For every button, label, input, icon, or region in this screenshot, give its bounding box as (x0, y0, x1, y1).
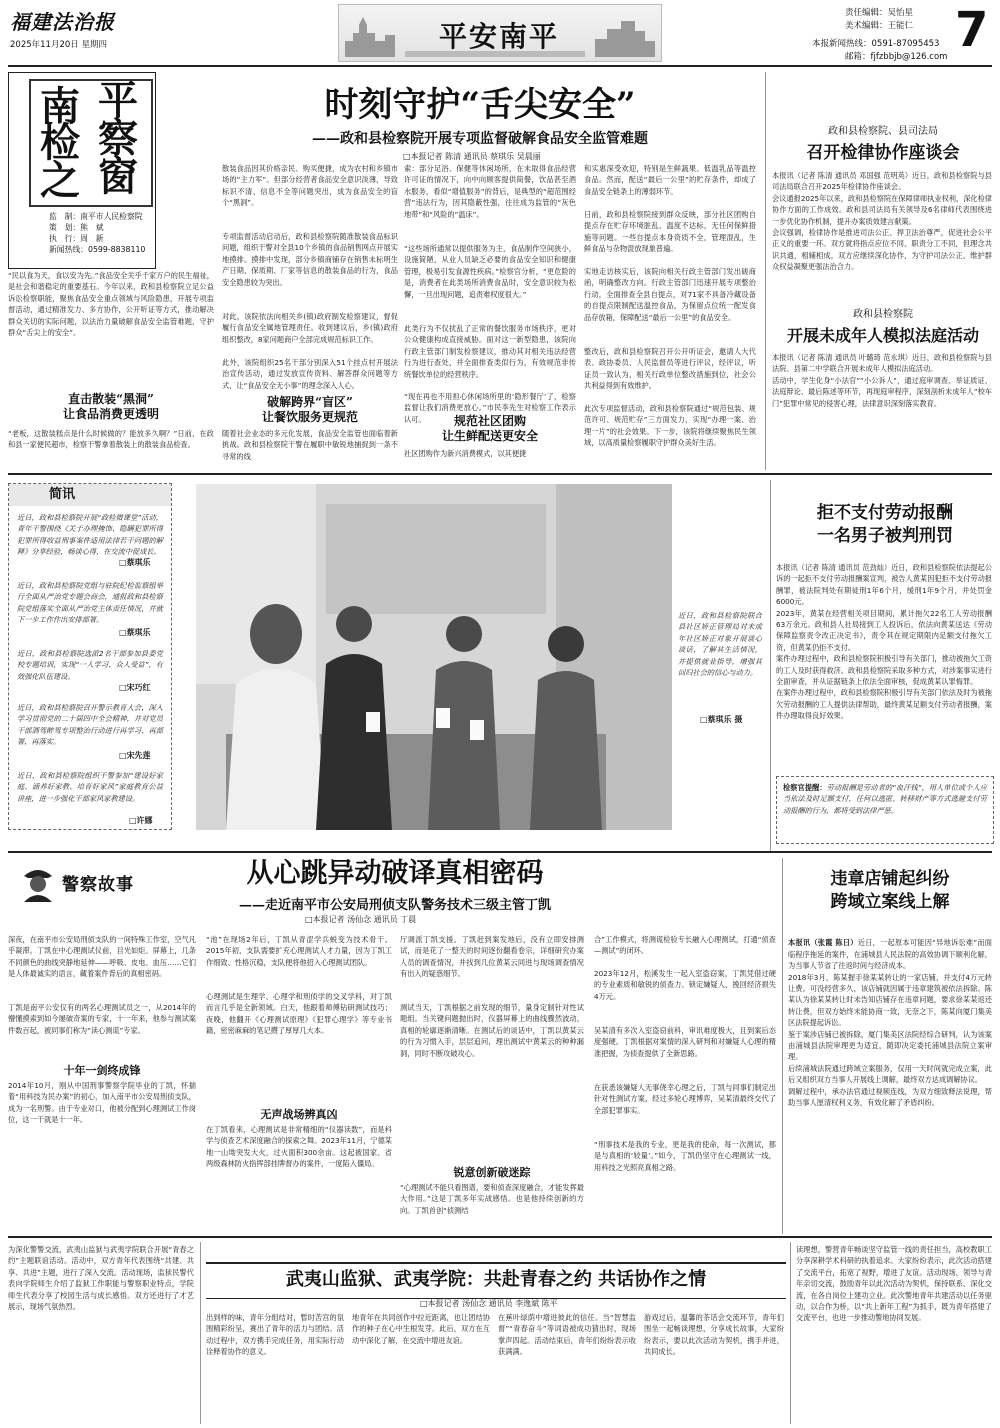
bottom-right-text: 读理想，警营青年畅谈坚守监管一线的责任担当，高校教职工分享深耕学术科研的执着追求。大家纷纷表示，此次活动搭建了交流平台，拓宽了视野，增进了友谊。活动现场，领导与青年亲切交流，鼓励青年以此次活动为契机，保持联系、深化交流，在各自岗位上建功立业。此次警地青年共建活动以任务驱动，以合作为桥，以“共上新年工程”为抓手，既为青年搭建了交流平台，也进一步推动警地协同发展。 (796, 1245, 992, 1323)
right2-org: 政和县检察院 (853, 309, 913, 320)
police-col2-p2: 心理测试是生理学、心理学和刑侦学的交叉学科，对丁凯而言几乎是全新领域。白天，他跟着师傅钻研测试技巧；夜晚，他翻开《心理测试原理》《犯罪心理学》等专业书籍，密密麻麻的笔记攒了厚厚几大本。 (206, 992, 392, 1036)
police-col4-p4: 在获悉该嫌疑人无事侥幸心理之后，丁凯与同事们制定出针对性测试方案，经过多轮心理博弈，吴某清最终交代了全部犯罪事实。 (594, 1083, 776, 1115)
divider-bottom-left (200, 1242, 201, 1424)
police-col4-p3: 吴某清有多次入室盗窃前科，审讯难度极大，且到案后态度强硬。丁凯根据对案情的深入研判和对嫌疑人心理的精准把握，为侦查提供了全新思路。 (594, 1026, 776, 1058)
logo-char-4: 察 (98, 115, 138, 162)
brief-item-5: 近日，政和县检察院组织干警参加“建设好家庭、涵养好家教、培育好家风”家庭教育公益讲座，进一步强化干部家风家教建设。 (17, 771, 163, 803)
page-number: 7 (955, 2, 989, 58)
credit-zhixing: 执 行：周 新 (49, 234, 104, 243)
police-col1-p1: 深夜，在南平市公安局刑侦支队的一间特殊工作室，空气凡乎凝滞。丁凯在中心理测试仪前，目光如炬。屏幕上，几条不同颜色的曲线突静地延伸——呼吸、皮电、血压……它们是人体最诚实的语言，藏着案件背后的真相密码。 (8, 935, 196, 979)
credit-cehua: 策 划：熊 斌 (49, 223, 104, 232)
right3-headline: 拒不支付劳动报酬 一名男子被判刑罚 (817, 503, 953, 546)
main-headline: 时刻守护“舌尖安全” (324, 85, 636, 125)
brief-author-5: □许娜 (129, 816, 153, 825)
right3-body: 本报讯（记者 陈清 通讯员 范劲灿）近日，政和县检察院依法提起公诉的一起拒不支付劳动报酬案宣判，被告人黄某因犯拒不支付劳动报酬罪，被法院判处有期徒刑1年6个月，缓刑1年9个月，并处罚金6000元。 2023年，黄某在经营相关项目期间，累计拖欠22名工人劳动报酬63万余元。政和县人社局接到工人投诉后，依法向黄某送达《劳动保障监察责令改正决定书》，责令其在规定期限内足额支付拖欠工资，但黄某仍拒不支付。 案件办理过程中，政和县检察院积极引导有关部门，推动被拖欠工资的工人及时获得救济。政和县检察院采取多种方式，对涉案事实进行全面审查，并从证据链条上依法全面审核，促成黄某认罪悔罪。 在案件办理过程中，政和县检察院积极引导有关部门依法及时为被拖欠劳动报酬的工人提供法律帮助，最终黄某足额支付劳动者报酬，案件办理取得良好效果。 (776, 563, 992, 721)
brief-item-2: 近日，政和县检察院党组与驻院纪检监察组举行全面从严治党专题会商会，通报政和县检察院党组落实全面从严治党主体责任情况，并就下一步工作作出安排部署。 (17, 581, 163, 625)
column-logo-inner (29, 79, 153, 207)
right1-headline: 召开检律协作座谈会 (806, 143, 960, 163)
photo-author: □蔡琪乐 摄 (700, 715, 743, 724)
right4-byline: 本报讯（张霞 陈日） (788, 938, 858, 948)
main-col1-after: “老板，这散装糕点是什么时候做的？能放多久啊？”日前，在政和县一家便民超市，检察干警拿着散装上的散装食品检查。 (8, 429, 214, 450)
main-col4-p3: 实地走访核实后，该院向相关行政主管部门发出磋商函，明确整改方向。行政主管部门迅速开展专项整治行动，全面排查全县自提点，对71家不具备冷藏设备的自提点限制配送温控食品，为保留点位统一配发食品存放箱，保障配送“最后一公里”的食品安全。 (584, 267, 756, 322)
brief-author-4: □宋先莲 (119, 751, 151, 760)
column-logo-box (8, 72, 156, 269)
brief-title: 简讯 (9, 484, 171, 506)
bottom-col1: 出到样的味，青年分组结对，暂时苦宫的氛围精彩纷呈，赛出了青年的活力与团结。活动过程中，双方携手完成任务，用实际行动诠释着协作的意义。 (206, 1313, 344, 1357)
right4-headline: 违章店铺起纠纷 跨域立案线上解 (830, 869, 950, 912)
police-column-logo (18, 862, 178, 902)
logo-char-3: 检 (40, 119, 80, 166)
main-col2-after: 随着社会业态的多元化发展，食品安全监管也面临着新挑战。政和县检察院干警在履职中敏锐地捕捉到一条不寻常的线 (222, 429, 398, 461)
main-sub2: 破解跨界“盲区” 让餐饮服务更规范 (261, 395, 358, 424)
bottom-col4: 游戏过后，温馨的茶话会交流环节，青年们围坐一起畅谈理想，分享成长故事，大家纷纷表示，要以此次活动为契机，携手并进，共同成长。 (644, 1313, 784, 1357)
brief-item-3: 近日，政和县检察院选派2名干部参加县委党校专题培训，实现“一人学习、众人受益”，有效强化队伍建设。 (17, 649, 163, 681)
brief-author-1: □蔡琪乐 (119, 558, 151, 567)
email: 邮箱：fjfzbbjb@126.com (845, 52, 948, 62)
issue-date: 2025年11月20日 星期四 (10, 40, 107, 50)
prosecutor-note-text (783, 782, 987, 838)
main-col2-p3: 对此，该院依法向相关乡(镇)政府制发检察建议，督促履行食品安全属地管理责任。收到建议后，乡(镇)政府组织整改，8家问题商户全部完成规范标识工作。 (222, 312, 398, 344)
brief-box (8, 483, 172, 830)
police-col2-sub: 无声战场辨真凶 (260, 1108, 338, 1121)
police-col1-sub: 十年一剑终成锋 (63, 1064, 141, 1077)
main-col4-p5: 此次专项监督活动，政和县检察院通过“规范包装、规范许可、规范贮存”三方面发力，实现“办理一案、治理一片”的社会效果。下一步，该院将继续聚焦民生领域，以高质量检察履职守护群众美好生活。 (584, 404, 756, 448)
police-col2-p3: 在丁凯看来，心理测试是非常精细的“仪器读数”，而是科学与侦查艺术深度融合的探索之舞。2023年11月，宁德某地一山坳突发大火，过火面积300余亩。这起被国家、省两级森林防火指挥部挂牌督办的案件，一度陷入僵局。 (206, 1125, 392, 1169)
police-col4-p1: 合”工作模式，将测谎检验专长融入心理测试，打通“侦查—测试”的闭环。 (594, 935, 776, 956)
photo-caption: 近日，政和县检察院联合县社区矫正管理局对未成年社区矫正对象开展谈心谈话，了解其生活情况，并提供就业指导，增强其回归社会的信心与动力。 (678, 611, 762, 678)
main-col3-p4: “现在再也不用担心休闲场所里的‘隐形餐厅’了，检察监督让我们消费更放心。”市民李先生对检察工作表示认可。 (404, 392, 576, 424)
main-col3-p3: 此类行为不仅扰乱了正常的餐饮服务市场秩序，更对公众健康构成直接威胁。面对这一新型隐患，该院向行政主管部门制发检察建议，推动其对相关违法经营行为进行查处，并全面排查类似行为，有效规范非传统餐饮单位的经营秩序。 (404, 324, 576, 379)
police-col4-p5: “刑事技术是我的专业，更是我的使命，每一次测试，都是与真相的‘较量’。”如今，丁凯仍坚守在心理测试一线，用科技之光照亮真相之路。 (594, 1140, 776, 1172)
main-subhead: ——政和县检察院开展专项监督破解食品安全监管难题 (312, 131, 648, 147)
prosecutor-note-label: 检察官提醒： (783, 783, 827, 792)
main-byline: □本报记者 陈清 通讯员 蔡琪乐 吴晨丽 (403, 152, 541, 161)
bottom-col3: 在蕉叶绿荫中增进彼此的信任。当“智慧监督”“青春奋斗”等词语被成功猜出时，现场掌声四起。活动结束后，青年们纷纷表示收获满满。 (498, 1313, 636, 1357)
divider-bottom-right (790, 1242, 791, 1424)
police-col3-p1: 厅调派丁凯支援。丁凯赶到案发地后，没有立即安排测试，而是花了一整天的时间逐份翻看卷宗，详细研究办案人员的调查情况，并找到几位黄某云同进与现场调查情况有出入的疑惑细节。 (400, 935, 584, 979)
logo-char-1: 南 (40, 83, 80, 130)
rule-upper (8, 473, 992, 475)
main-col2-p2: 专项监督活动启动后，政和县检察院随准散装食品标识问题，组织干警对全县10个乡镇的食品销售网点开展实地摸排。摸排中发现，部分乡镇商铺存在销售未标明生产日期、保质期、厂家等信息的散装食品的行为，食品安全隐患较为突出。 (222, 232, 398, 287)
news-hotline: 本报新闻热线：0591-87095453 (812, 39, 940, 49)
police-col1-p2: 丁凯是南平公安仅有的两名心理测试员之一，从2014年的懵懂摸索到如今屡破奇案的专家，十一年来，他参与测试案件数百起，被同事们称为“读心测谎”专家。 (8, 1003, 196, 1035)
bottom-byline: □本报记者 汤仙念 通讯员 李逸斌 陈平 (420, 1299, 558, 1308)
divider-main-right (765, 72, 766, 470)
main-col3-after: 社区团购作为新兴消费模式，以其便捷 (404, 449, 527, 458)
bottom-left-text: 为深化警警交流，武夷山监狱与武夷学院联合开展“青春之约”主题联谊活动。活动中，双方青年代表围绕“共建、共享、共进”主题，进行了深入交流。活动现场，监狱民警代表向学院师生介绍了监狱工作职能与警察职业特点，学院师生代表分享了校园生活与成长感悟。双方还进行了才艺展示，现场气氛热烈。 (8, 1245, 194, 1312)
police-col1-p3: 2014年10月，刚从中国刑事警察学院毕业的丁凯，怀揣着“用科技为民办案”的初心，加入南平市公安局刑侦支队，成为一名刑警。由于专业对口，他被分配到心理测试工作岗位，这一干就是十一年。 (8, 1081, 196, 1125)
brief-author-2: □蔡琪乐 (119, 628, 151, 637)
police-column-label: 警察故事 (62, 875, 134, 895)
editor-line-2: 美术编辑：王能仁 (845, 21, 914, 31)
credit-hotline: 新闻热线：0599-8838110 (49, 245, 146, 254)
right2-body: 本报讯（记者 陈清 通讯员 叶璐琦 范永琪）近日，政和县检察院与县法院、县第二中学联合开展未成年人模拟法庭活动。 活动中，学生化身“小法官”“小公诉人”，通过庭审调查、举证质证、法庭辩论、最后陈述等环节，再现庭审程序，深刻剖析未成年人“校车门”犯罪中常见的侵害心理，法律意识深刻落实教育。 (772, 353, 992, 408)
police-col3-p3: “心理测试不能只看图谱，要和侦查深度融合，才能发挥最大作用。”这是丁凯多年实战感悟。也是他持续创新的方向。丁凯首创“侦测结 (400, 1183, 584, 1215)
main-col2-p1: 散装食品因其价格亲民、购买便捷，成为农村和乡镇市场的“主力军”。但部分经营者食品安全意识淡薄，导致标识不清、信息不全等问题突出，成为食品安全的盲个“黑洞”。 (222, 164, 398, 208)
logo-char-5: 之 (40, 157, 80, 204)
divider-photo-right (770, 480, 771, 852)
police-col2-p1: “池”在现场2年后，丁凯从青涩学兵蜕变为技术骨干。2015年初，支队需要扩充心理测试人才力量，因为丁凯工作细致、性格沉稳，支队便将他招入心理测试团队。 (206, 935, 392, 967)
main-col2-p4: 此外，该院组织25名干部分别深入51个挂点村开展法治宣传活动，通过发放宣传资料、解答群众问题等方式，让“食品安全无小事”的理念深入人心。 (222, 358, 398, 390)
main-sub3: 规范社区团购 让生鲜配送更安全 (441, 414, 538, 443)
police-officer-icon (18, 862, 58, 902)
brief-author-3: □宋巧红 (119, 683, 151, 692)
police-col3-p2: 测试当天，丁凯根据之前发现的细节，量身定制针对性试题组。当关键问题抛出时，仪器屏幕上的曲线骤然波动，真相的轮廓逐渐清晰。在测试后的谈话中，丁凯以黄某云的行为习惯入手，层层追问，理出测试中黄某云的种种漏洞，同时不断攻破攻心。 (400, 1003, 584, 1058)
police-col3-sub: 锐意创新破迷踪 (453, 1166, 531, 1179)
right4-body-text: 近日，一起原本可能因“异地诉讼难”而面临程序拖延的案件，在浦城县人民法院的高效协调下顺利化解，为当事人节省了往返时间与经济成本。 2018年3月，陈某握手徐某某转让的一家店铺，并支付4万元转让费。可没经营多久，该店铺就因属于违章建筑被依法拆除。陈某认为徐某某转让时未告知店铺存在违章问题，要求徐某某返还转让费，但双方始终未能协商一致，无奈之下，陈某向厦门集美区法院提起诉讼。 鉴于案涉店铺已被拆除，厦门集美区法院经综合研判，认为该案由浦城县法院审理更为适宜，随即决定委托浦城县法院立案审理。 后续浦城法院通过跨域立案服务，仅用一天时间就完成立案，此后又组织双方当事人开展线上调解，最终双方达成调解协议。 调解过程中，承办法官通过视频连线，为双方细致释法说理，帮助当事人厘清权利义务，有效化解了矛盾纠纷。 (788, 938, 992, 1108)
news-photo (196, 484, 672, 830)
police-col4-p2: 2023年12月，松溪发生一起入室盗窃案，丁凯凭借过硬的专业素质和敏锐的侦查力。锁定嫌疑人，挽回经济损失4万元。 (594, 969, 776, 1001)
police-byline: □本报记者 汤仙念 通讯员 丁晨 (305, 915, 417, 924)
divider-police-right (782, 858, 783, 1234)
main-col4-p2: 日前，政和县检察院接到群众反映，部分社区团购自提点存在贮存环境脏乱、温度不达标，无任何保鲜措施等问题。一些自提点本身资质不全，管理混乱，生鲜食品与杂物混放现象普遍。 (584, 210, 756, 254)
prosecutor-note-box (776, 776, 994, 844)
logo-char-2: 平 (98, 77, 138, 124)
police-subhead: ——走近南平市公安局刑侦支队警务技术三级主管丁凯 (238, 898, 551, 913)
logo-char-6: 窗 (98, 153, 138, 200)
main-col3-p2: “这些场所通常以提供服务为主，食品制作空间狭小，设施简陋，从业人员缺乏必要的食品安全知识和健康管理，极易引发食源性疾病。”检察官分析，“更危险的是，消费者在此类场所消费食品时，安全意识较为松懈，一旦出现问题，追责难权度很大。” (404, 244, 576, 299)
masthead (0, 0, 1000, 70)
credit-jianzhi: 监 制：南平市人民检察院 (49, 212, 143, 221)
section-title: 平安南平 (438, 20, 559, 53)
rule-middle (8, 851, 992, 853)
column-credits (49, 211, 145, 255)
right1-org: 政和县检察院、县司法局 (828, 126, 938, 137)
brief-item-4: 近日，政和县检察院召开警示教育大会，深入学习贯彻党的二十届四中全会精神，并对党员干部酒驾醉驾专项整治行动进行再学习、再部署，再落实。 (17, 703, 163, 747)
main-col4-p4: 整改后，政和县检察院召开公开听证会，邀请人大代表、政协委员、人民监督员等进行评议，经评议，听证员一致认为，相关行政单位整改措施到位，社会公共利益得到有效维护。 (584, 347, 756, 391)
bottom-headline: 武夷山监狱、武夷学院：共赴青春之约 共话协作之情 (285, 1269, 707, 1290)
main-col3-p1: 索：部分足浴、保健等休闲场所，在未取得食品经营许可证的情况下，向中向顾客提供简餐，饮品甚至酒水服务，看似“增值服务”的背后，是典型的“超范围经营”违法行为，因其隐蔽性强，往往成为监管的“灰色地带”和“风险的“温床”。 (404, 164, 576, 219)
main-sub1: 直击散装“黑洞” 让食品消费更透明 (62, 392, 159, 421)
section-banner (338, 4, 662, 62)
right1-body: 本报讯（记者 陈清 通讯员 邓国强 范明英）近日，政和县检察院与县司法局联合召开2025年检律协作座谈会。 会议通报2025年以来，政和县检察院在保障律师执业权利，深化检律协作方面的工作成效。政和县司法局有关领导及6名律师代表围绕进一步优化协作机制，提升办案质效建言献策。 会议强调，检律协作是推进司法公正、捍卫法治尊严，促进社会公平正义的重要一环。双方就将指点应位不同、职责分工不同，但理念共识共通，相辅相成，双方应继续深化协作，为守护司法公正、维护群众权益凝聚更强法治合力。 (772, 171, 992, 272)
paper-name: 福建法治报 (10, 10, 115, 34)
masthead-rule (8, 65, 992, 67)
main-col1-intro: “民以食为天，食以安为先。”食品安全关乎千家万户的民生福祉，是社会和谐稳定的重要基石。今年以来，政和县检察院立足公益诉讼检察职能，聚焦食品安全重点领域与风险隐患，开展专项监督活动，通过精准发力、多方协作，公开听证等方式，推动解决群众关切的实际问题，以法治力量破解食品安全监管难题，守护群众“舌尖上的安全”。 (8, 271, 214, 338)
prosecutor-note-content: 劳动报酬是劳动者的“血汗钱”，用人单位或个人应当依法及时足额支付，任何以逃匿、转移财产等方式逃避支付劳动报酬的行为，都将受到法律严惩。 (783, 783, 987, 815)
rule-lower (8, 1236, 992, 1238)
brief-item-1: 近日，政和县检察院开展“政检微课堂”活动，青年干警围绕《关于办理掩饰、隐瞒犯罪所得犯罪所得收益刑事案件适用法律若干问题的解释》分享经验，畅谈心得，在交流中促成长。 (17, 513, 163, 557)
bottom-col2: 地青年在共同创作中拉近距离，也让团结协作的种子在心中生根发芽。此后，双方在互动中深化了解，在交流中增进友谊。 (352, 1313, 490, 1345)
main-col4-p1: 和实惠深受欢迎，特别是生鲜蔬果、低温乳品等温控食品。然而，配送“最后一公里”的贮存条件，却成了食品安全链条上的薄弱环节。 (584, 164, 756, 196)
bottom-headline-box (206, 1262, 786, 1299)
right2-headline: 开展未成年人模拟法庭活动 (786, 326, 979, 345)
meeting-photo-illustration (196, 484, 672, 830)
editor-line-1: 责任编辑：吴怡星 (845, 8, 914, 18)
police-headline: 从心跳异动破译真相密码 (246, 858, 544, 889)
right4-body (788, 926, 992, 1226)
